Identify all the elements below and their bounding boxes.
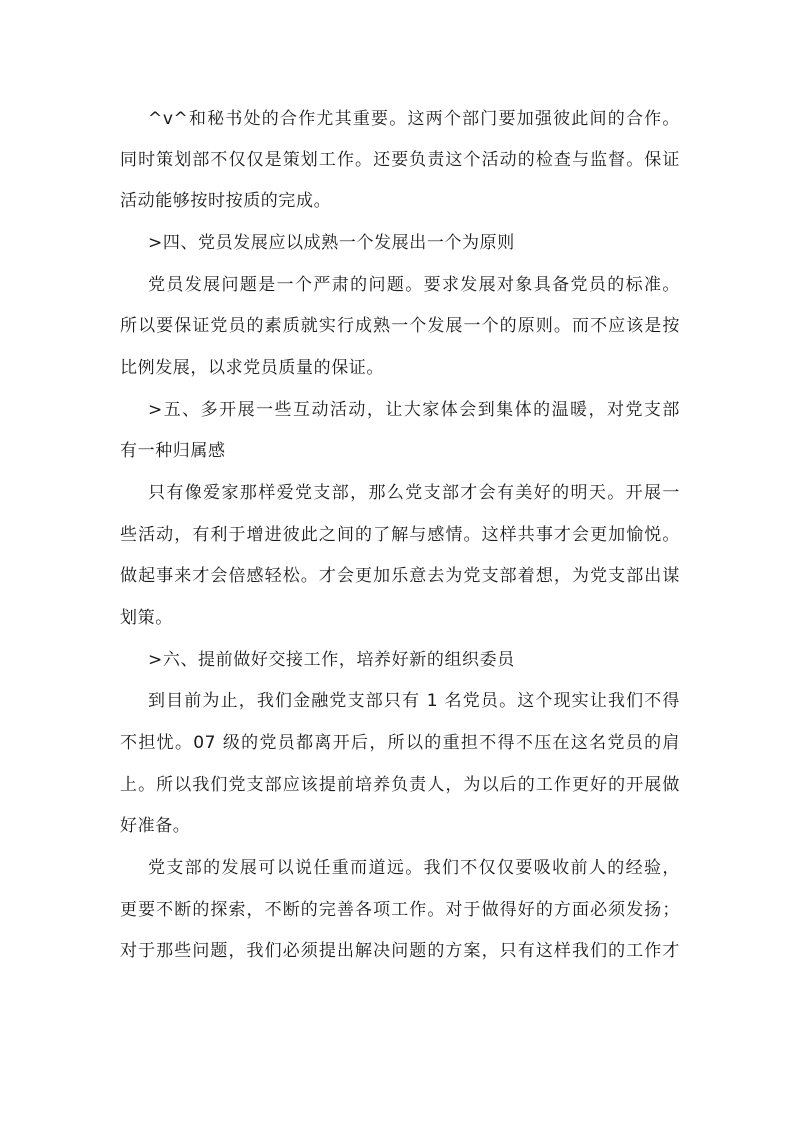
paragraph-line: 更要不断的探索，不断的完善各项工作。对于做得好的方面必须发扬； <box>120 900 680 920</box>
paragraph-line: 到目前为止，我们金融党支部只有 1 名党员。这个现实让我们不得 <box>148 691 680 711</box>
paragraph-line: 划策。 <box>120 608 173 628</box>
paragraph-line: 比例发展，以求党员质量的保证。 <box>120 358 384 378</box>
section-heading-continued: 有一种归属感 <box>120 441 226 461</box>
paragraph-line: 只有像爱家那样爱党支部，那么党支部才会有美好的明天。开展一 <box>148 483 680 503</box>
paragraph-line: 对于那些问题，我们必须提出解决问题的方案，只有这样我们的工作才 <box>120 941 680 961</box>
paragraph-line: 不担忧。07 级的党员都离开后，所以的重担不得不压在这名党员的肩 <box>120 733 680 753</box>
section-heading: >四、党员发展应以成熟一个发展出一个为原则 <box>148 233 515 253</box>
paragraph-line: 些活动，有利于增进彼此之间的了解与感情。这样共事才会更加愉悦。 <box>120 525 680 545</box>
paragraph-line: 党员发展问题是一个严肃的问题。要求发展对象具备党员的标准。 <box>148 275 680 295</box>
paragraph-line: 好准备。 <box>120 816 191 836</box>
paragraph-line: 同时策划部不仅仅是策划工作。还要负责这个活动的检查与监督。保证 <box>120 150 680 170</box>
paragraph-line: ^v^和秘书处的合作尤其重要。这两个部门要加强彼此间的合作。 <box>148 109 680 129</box>
section-heading: >六、提前做好交接工作，培养好新的组织委员 <box>148 650 515 670</box>
paragraph-line: 所以要保证党员的素质就实行成熟一个发展一个的原则。而不应该是按 <box>120 316 680 336</box>
paragraph-line: 做起事来才会倍感轻松。才会更加乐意去为党支部着想，为党支部出谋 <box>120 566 680 586</box>
paragraph-line: 活动能够按时按质的完成。 <box>120 191 332 211</box>
paragraph-line: 上。所以我们党支部应该提前培养负责人，为以后的工作更好的开展做 <box>120 775 680 795</box>
paragraph-line: 党支部的发展可以说任重而道远。我们不仅仅要吸收前人的经验， <box>148 858 680 878</box>
section-heading: >五、多开展一些互动活动，让大家体会到集体的温暖，对党支部 <box>148 400 680 420</box>
